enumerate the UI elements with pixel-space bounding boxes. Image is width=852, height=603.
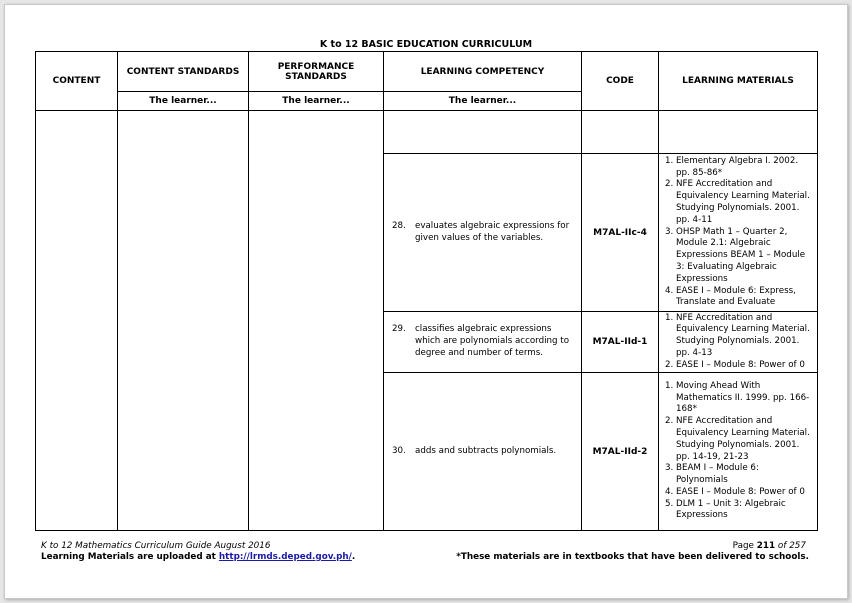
page-label: Page bbox=[732, 541, 754, 551]
competency-text: adds and subtracts polynomials. bbox=[415, 445, 557, 456]
content-cell bbox=[36, 111, 118, 531]
page-number bbox=[733, 541, 806, 551]
competency-number: 29. bbox=[392, 324, 406, 335]
header-code: CODE bbox=[582, 52, 659, 111]
list-item: 2. NFE Accreditation and Equivalency Learning Material. Studying Polynomials. 2001. pp. 14-19, 21-23 bbox=[676, 416, 811, 463]
competency-number: 30. bbox=[392, 445, 406, 456]
subheader-performance-standards: The learner... bbox=[249, 92, 384, 111]
competency-number: 28. bbox=[392, 220, 406, 231]
header-content: CONTENT bbox=[36, 52, 118, 111]
materials-cell bbox=[659, 373, 818, 531]
list-item: 3. BEAM I – Module 6: Polynomials bbox=[676, 463, 811, 487]
competency-cell bbox=[384, 312, 582, 373]
lrmds-link[interactable]: http://lrmds.deped.gov.ph/ bbox=[218, 552, 352, 562]
competency-cell bbox=[384, 154, 582, 312]
list-item: 2. EASE I – Module 8: Power of 0 bbox=[676, 360, 811, 372]
code-cell: M7AL-IId-1 bbox=[582, 312, 659, 373]
page-current: 211 bbox=[756, 541, 776, 551]
subheader-content-standards: The learner... bbox=[118, 92, 249, 111]
list-item: 3. OHSP Math 1 – Quarter 2, Module 2.1: Algebraic Expressions BEAM 1 – Module 3: Evaluating Algebraic Expressions bbox=[676, 227, 811, 286]
materials-cell bbox=[659, 312, 818, 373]
list-item: 1. Elementary Algebra I. 2002. pp. 85-86* bbox=[676, 156, 811, 180]
footer-guide-title: K to 12 Mathematics Curriculum Guide August 2016 bbox=[41, 541, 271, 551]
header-content-standards: CONTENT STANDARDS bbox=[118, 52, 249, 92]
curriculum-table bbox=[35, 51, 818, 531]
code-cell: M7AL-IIc-4 bbox=[582, 154, 659, 312]
footer-period: . bbox=[351, 552, 356, 562]
materials-list bbox=[659, 156, 817, 309]
header-learning-materials: LEARNING MATERIALS bbox=[659, 52, 818, 111]
list-item: 4. EASE I – Module 6: Express, Translate and Evaluate bbox=[676, 286, 811, 310]
empty-competency-cell bbox=[384, 111, 582, 154]
code-cell: M7AL-IId-2 bbox=[582, 373, 659, 531]
textbook-note: *These materials are in textbooks that have been delivered to schools. bbox=[456, 552, 809, 562]
list-item: 5. DLM 1 – Unit 3: Algebraic Expressions bbox=[676, 499, 811, 523]
list-item: 2. NFE Accreditation and Equivalency Learning Material. Studying Polynomials. 2001. pp. 4-11 bbox=[676, 179, 811, 226]
materials-list bbox=[659, 313, 817, 372]
header-performance-standards: PERFORMANCE STANDARDS bbox=[249, 52, 384, 92]
list-item: 1. Moving Ahead With Mathematics II. 1999. pp. 166-168* bbox=[676, 381, 811, 416]
materials-list bbox=[659, 381, 817, 523]
page-total: of 257 bbox=[777, 541, 806, 551]
materials-cell bbox=[659, 154, 818, 312]
empty-materials-cell bbox=[659, 111, 818, 154]
performance-standards-cell bbox=[249, 111, 384, 531]
empty-code-cell bbox=[582, 111, 659, 154]
document-title: K to 12 BASIC EDUCATION CURRICULUM bbox=[319, 39, 533, 50]
content-standards-cell bbox=[118, 111, 249, 531]
list-item: 4. EASE I – Module 8: Power of 0 bbox=[676, 487, 811, 499]
header-learning-competency: LEARNING COMPETENCY bbox=[384, 52, 582, 92]
competency-text: classifies algebraic expressions which are polynomials according to degree and number of terms. bbox=[415, 324, 570, 358]
competency-text: evaluates algebraic expressions for given values of the variables. bbox=[415, 220, 570, 243]
competency-cell bbox=[384, 373, 582, 531]
list-item: 1. NFE Accreditation and Equivalency Learning Material. Studying Polynomials. 2001. pp. 4-13 bbox=[676, 313, 811, 360]
footer-upload-text: Learning Materials are uploaded at bbox=[41, 552, 216, 562]
footer-upload-note bbox=[41, 552, 355, 562]
subheader-learning-competency: The learner... bbox=[384, 92, 582, 111]
